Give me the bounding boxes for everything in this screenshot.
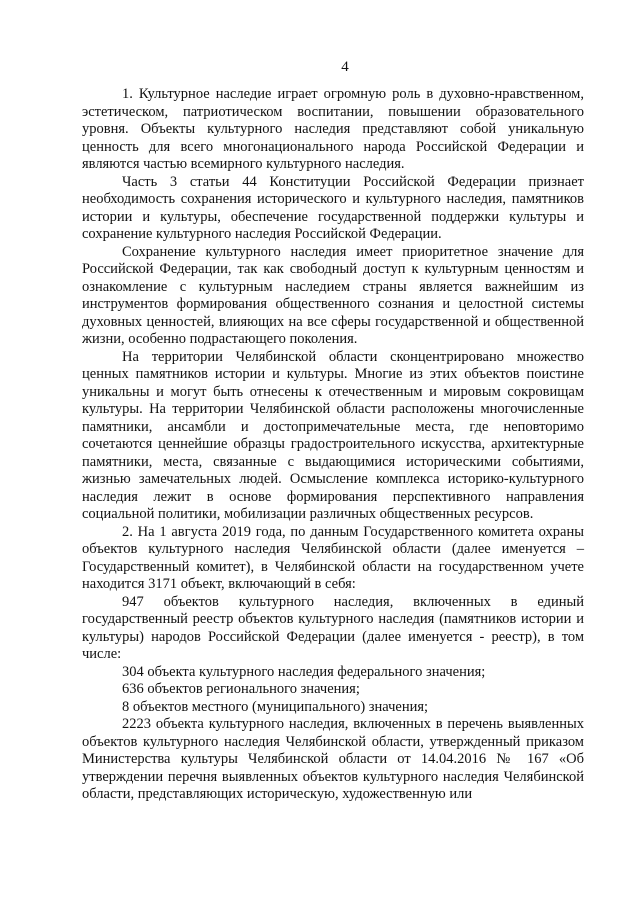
paragraph-cultural-heritage-role: 1. Культурное наследие играет огромную роль в духовно-нравственном, эстетическом, патриотическом воспитании, повышении образовательного уровня. Объекты культурного наследия представляют собой уникальную ценность для всего многонационального народа Российской Федерации и являются частью всемирного культурного наследия. xyxy=(82,86,584,172)
page-number: 4 xyxy=(341,59,349,75)
paragraph-chelyabinsk-monuments: На территории Челябинской области сконцентрировано множество ценных памятников истории и культуры. Многие из этих объектов поистине уникальны и могут быть отнесены к отечественным и мировым сокровищам культуры. На территории Челябинской области расположены многочисленные памятники, ансамбли и достопримечательные места, где неповторимо сочетаются ценнейшие образцы градостроительного искусства, архитектурные памятники, места, связанные с выдающимися историческими событиями, жизнью замечательных людей. Осмысление комплекса историко-культурного наследия лежит в основе формирования перспективного направления социальной политики, мобилизации различных общественных ресурсов. xyxy=(82,348,584,522)
paragraph-registry-objects: 947 объектов культурного наследия, включенных в единый государственный реестр объектов культурного наследия (памятников истории и культуры) народов Российской Федерации (далее именуется - реестр), в том числе: xyxy=(82,593,584,662)
paragraph-constitution-article: Часть 3 статьи 44 Конституции Российской Федерации признает необходимость сохранения исторического и культурного наследия, памятников истории и культуры, обеспечение государственной поддержки культуры и сохранение культурного наследия Российской Федерации. xyxy=(82,173,584,242)
document-body xyxy=(82,86,584,804)
paragraph-heritage-priority: Сохранение культурного наследия имеет приоритетное значение для Российской Федерации, так как свободный доступ к культурным ценностям и ознакомление с культурным наследием страны является важнейшим из инструментов формирования общественного сознания и целостной системы духовных ценностей, влияющих на все сферы государственной и общественной жизни, особенно подрастающего поколения. xyxy=(82,243,584,347)
paragraph-identified-objects: 2223 объекта культурного наследия, включенных в перечень выявленных объектов культурного наследия Челябинской области, утвержденный приказом Министерства культуры Челябинской области от 14.04.2016 № 167 «Об утверждении перечня выявленных объектов культурного наследия Челябинской области, представляющих историческую, художественную или xyxy=(82,716,584,802)
paragraph-state-registry-count: 2. На 1 августа 2019 года, по данным Государственного комитета охраны объектов культурного наследия Челябинской области (далее именуется – Государственный комитет), в Челябинской области на государственном учете находится 3171 объект, включающий в себя: xyxy=(82,523,584,592)
list-item-federal: 304 объекта культурного наследия федерального значения; xyxy=(122,663,486,680)
list-item-local: 8 объектов местного (муниципального) значения; xyxy=(122,698,429,715)
list-item-regional: 636 объектов регионального значения; xyxy=(122,681,360,697)
